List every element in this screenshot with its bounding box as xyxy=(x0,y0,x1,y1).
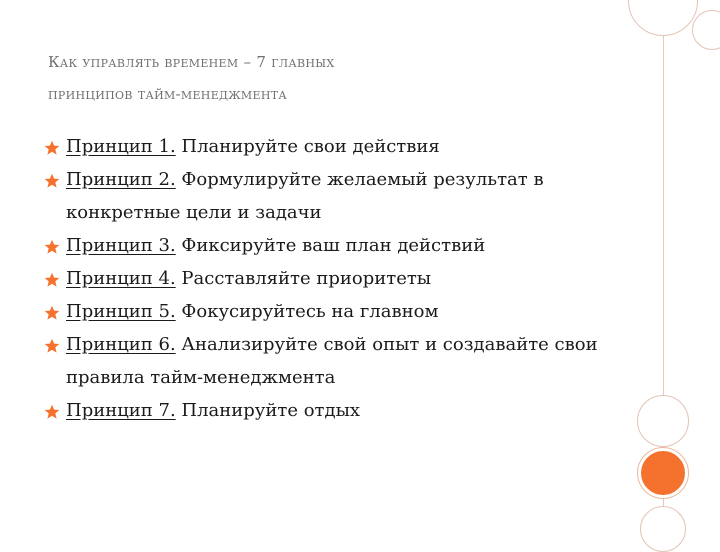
star-icon xyxy=(44,173,60,189)
slide-title-line-2: принципов тайм-менеджмента xyxy=(48,85,287,103)
star-icon xyxy=(44,140,60,156)
star-icon xyxy=(44,338,60,354)
principle-text: Фиксируйте ваш план действий xyxy=(175,235,486,256)
list-item xyxy=(44,130,624,163)
decorative-circle-top-small xyxy=(692,10,720,50)
principle-text: Фокусируйтесь на главном xyxy=(175,301,439,322)
list-item xyxy=(44,229,624,262)
principle-text: Расставляйте приоритеты xyxy=(175,268,432,289)
principle-label: Принцип 3. xyxy=(66,235,176,256)
star-icon xyxy=(44,272,60,288)
principle-text: Анализируйте свой опыт и создавайте свои правила тайм-менеджмента xyxy=(66,334,598,388)
star-icon xyxy=(44,305,60,321)
list-item xyxy=(44,328,624,394)
principle-label: Принцип 7. xyxy=(66,400,176,421)
principle-label: Принцип 4. xyxy=(66,268,176,289)
decorative-circle-top-large xyxy=(628,0,698,36)
decorative-circle-bottom xyxy=(640,506,686,552)
decorative-circle-accent xyxy=(638,448,688,498)
list-item xyxy=(44,163,624,229)
decorative-circle-middle xyxy=(637,395,689,447)
slide-title-line-1: Как управлять временем – 7 главных xyxy=(48,53,335,71)
principle-label: Принцип 2. xyxy=(66,169,176,190)
principle-label: Принцип 1. xyxy=(66,136,176,157)
principle-text: Формулируйте желаемый результат в конкретные цели и задачи xyxy=(66,169,544,223)
star-icon xyxy=(44,404,60,420)
principle-label: Принцип 6. xyxy=(66,334,176,355)
principle-text: Планируйте отдых xyxy=(175,400,361,421)
slide-title xyxy=(48,46,608,110)
principles-list xyxy=(44,130,624,427)
list-item xyxy=(44,262,624,295)
list-item xyxy=(44,394,624,427)
principle-label: Принцип 5. xyxy=(66,301,176,322)
list-item xyxy=(44,295,624,328)
star-icon xyxy=(44,239,60,255)
principle-text: Планируйте свои действия xyxy=(175,136,440,157)
